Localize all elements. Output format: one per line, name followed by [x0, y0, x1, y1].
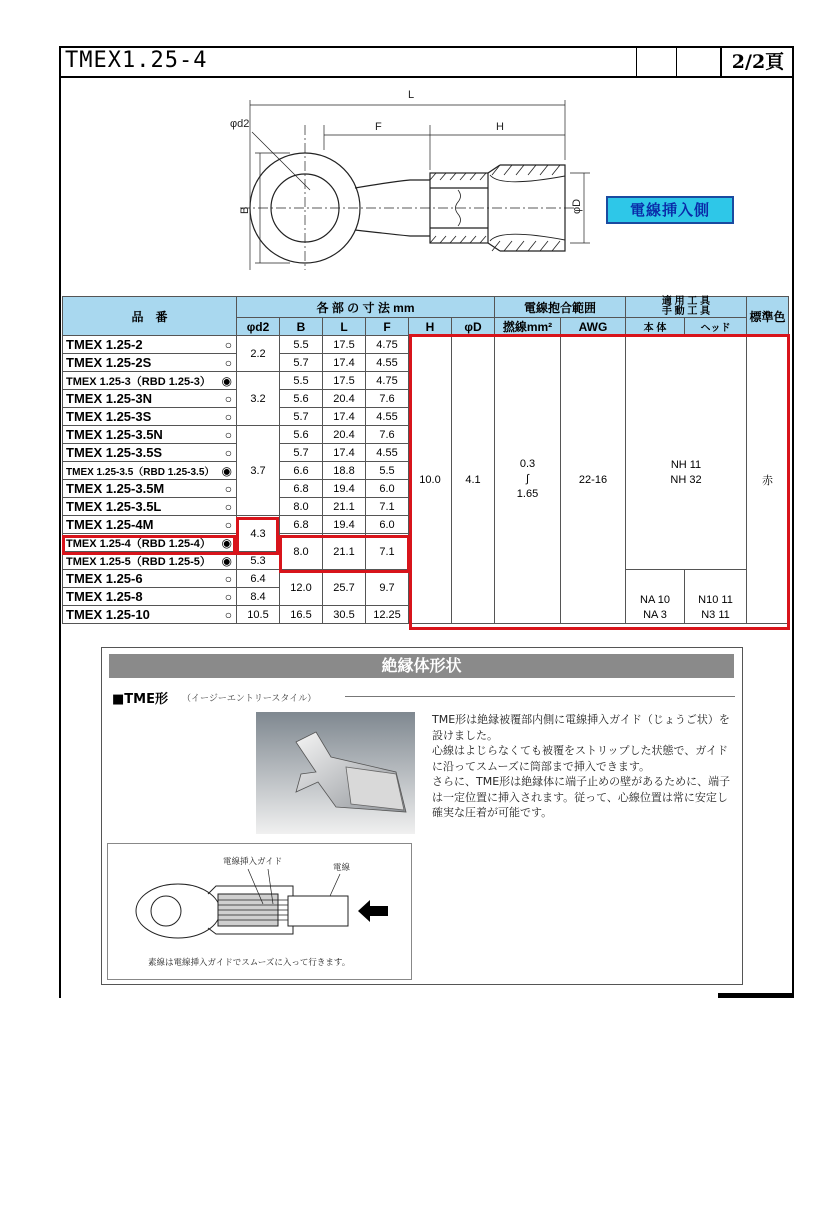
body-cell: NA 10 NA 3	[626, 570, 685, 624]
mm2-cell: 0.3 ∫ 1.65	[495, 336, 561, 624]
d2-cell: 2.2	[237, 336, 280, 372]
header-tools: 適 用 工 具 手 動 工 具	[626, 297, 747, 318]
f-cell: 6.0	[366, 480, 409, 498]
l-cell: 17.4	[323, 408, 366, 426]
header-body: 本 体	[626, 318, 685, 336]
header-awg: AWG	[561, 318, 626, 336]
part-name: TMEX 1.25-3.5S ○	[63, 444, 237, 462]
page-number: 2/2頁	[720, 46, 794, 76]
part-name: TMEX 1.25-3N ○	[63, 390, 237, 408]
part-name: TMEX 1.25-2S ○	[63, 354, 237, 372]
f-cell: 7.1	[366, 498, 409, 516]
f-cell: 4.55	[366, 444, 409, 462]
b-cell: 5.5	[280, 372, 323, 390]
dim-label-d2: φd2	[230, 118, 250, 130]
d2-cell: 3.2	[237, 372, 280, 426]
l-cell: 17.4	[323, 444, 366, 462]
header-wire-range: 電線抱合範囲	[495, 297, 626, 318]
part-name: TMEX 1.25-3.5M ○	[63, 480, 237, 498]
b-cell: 8.0	[280, 534, 323, 570]
part-name: TMEX 1.25-3.5L ○	[63, 498, 237, 516]
b-cell: 8.0	[280, 498, 323, 516]
b-cell: 5.6	[280, 390, 323, 408]
part-name: TMEX 1.25-5（RBD 1.25-5） ◉	[63, 552, 237, 570]
awg-cell: 22-16	[561, 336, 626, 624]
d2-cell: 8.4	[237, 588, 280, 606]
header-part-no: 品 番	[63, 297, 237, 336]
l-cell: 25.7	[323, 570, 366, 606]
part-name: TMEX 1.25-10 ○	[63, 606, 237, 624]
dim-label-f: F	[375, 121, 382, 133]
l-cell: 21.1	[323, 498, 366, 516]
header-l: L	[323, 318, 366, 336]
part-name: TMEX 1.25-3.5N ○	[63, 426, 237, 444]
header-head: ヘッド	[685, 318, 747, 336]
header-f: F	[366, 318, 409, 336]
l-cell: 19.4	[323, 516, 366, 534]
f-cell: 12.25	[366, 606, 409, 624]
tme-description: TME形は絶縁被覆部内側に電線挿入ガイド（じょうご状）を設けました。 心線はよじらなくても被覆をストリップした状態で、ガイドに沿ってスムーズに筒部まで挿入できます。 さらに、TME形は絶縁体に端子止めの壁があるために、端子は一定位置に挿入されます。従って、心線位置は常に安定し確実な圧着が可能です。	[432, 713, 731, 819]
d2-cell: 5.3	[237, 552, 280, 570]
f-cell: 7.1	[366, 534, 409, 570]
part-name: TMEX 1.25-2 ○	[63, 336, 237, 354]
f-cell: 6.0	[366, 516, 409, 534]
part-name: TMEX 1.25-8 ○	[63, 588, 237, 606]
f-cell: 4.55	[366, 354, 409, 372]
b-cell: 5.6	[280, 426, 323, 444]
b-cell: 5.7	[280, 444, 323, 462]
header-mm2: 撚線mm²	[495, 318, 561, 336]
part-name: TMEX 1.25-3S ○	[63, 408, 237, 426]
document-title: TMEX1.25-4	[65, 48, 208, 73]
arrow-left-icon	[358, 900, 388, 922]
part-name: TMEX 1.25-4M ○	[63, 516, 237, 534]
d2-cell: 3.7	[237, 426, 280, 516]
terminal-drawing	[200, 80, 620, 300]
l-cell: 21.1	[323, 534, 366, 570]
header-d: φD	[452, 318, 495, 336]
terminal-photo	[256, 712, 415, 834]
d2-cell: 6.4	[237, 570, 280, 588]
header-b: B	[280, 318, 323, 336]
f-cell: 7.6	[366, 426, 409, 444]
b-cell: 12.0	[280, 570, 323, 606]
insulator-shape-panel	[101, 647, 743, 985]
b-cell: 6.6	[280, 462, 323, 480]
title-bar	[59, 46, 794, 78]
divider	[345, 696, 735, 697]
l-cell: 20.4	[323, 426, 366, 444]
spec-table	[62, 296, 789, 624]
b-cell: 5.7	[280, 408, 323, 426]
l-cell: 18.8	[323, 462, 366, 480]
f-cell: 4.55	[366, 408, 409, 426]
title-cell	[636, 46, 677, 76]
panel-heading: 絶縁体形状	[109, 654, 734, 678]
color-cell: 赤	[747, 336, 789, 624]
d2-cell: 4.3	[237, 516, 280, 552]
header-color: 標準色	[747, 297, 789, 336]
b-cell: 6.8	[280, 480, 323, 498]
figure-label-guide: 電線挿入ガイド	[223, 857, 283, 867]
tool-cell: NH 11 NH 32	[626, 336, 747, 570]
part-name: TMEX 1.25-3（RBD 1.25-3） ◉	[63, 372, 237, 390]
dim-label-d: φD	[571, 198, 583, 214]
part-name: TMEX 1.25-3.5（RBD 1.25-3.5） ◉	[63, 462, 237, 480]
b-cell: 5.7	[280, 354, 323, 372]
dim-label-b: B	[239, 206, 251, 214]
figure-label-wire: 電線	[333, 863, 351, 873]
wire-insertion-side-label: 電線挿入側	[606, 196, 734, 224]
header-d2: φd2	[237, 318, 280, 336]
figure-caption: 素線は電線挿入ガイドでスムーズに入って行きます。	[148, 958, 351, 968]
header-dimensions: 各 部 の 寸 法 mm	[237, 297, 495, 318]
h-cell: 10.0	[409, 336, 452, 624]
d-cell: 4.1	[452, 336, 495, 624]
l-cell: 17.4	[323, 354, 366, 372]
head-cell: N10 11 N3 11	[685, 570, 747, 624]
f-cell: 5.5	[366, 462, 409, 480]
l-cell: 17.5	[323, 336, 366, 354]
l-cell: 30.5	[323, 606, 366, 624]
header-h: H	[409, 318, 452, 336]
bottom-rule	[718, 993, 794, 998]
l-cell: 20.4	[323, 390, 366, 408]
title-cell	[676, 46, 721, 76]
b-cell: 16.5	[280, 606, 323, 624]
tme-title: ■TME形	[112, 692, 168, 707]
b-cell: 6.8	[280, 516, 323, 534]
b-cell: 5.5	[280, 336, 323, 354]
l-cell: 19.4	[323, 480, 366, 498]
f-cell: 7.6	[366, 390, 409, 408]
d2-cell: 10.5	[237, 606, 280, 624]
f-cell: 4.75	[366, 372, 409, 390]
insertion-figure	[107, 843, 412, 980]
f-cell: 4.75	[366, 336, 409, 354]
part-name: TMEX 1.25-4（RBD 1.25-4） ◉	[63, 534, 237, 552]
dim-label-h: H	[496, 121, 504, 133]
part-name: TMEX 1.25-6 ○	[63, 570, 237, 588]
dim-label-l: L	[408, 89, 415, 101]
l-cell: 17.5	[323, 372, 366, 390]
tme-subtitle: （イージーエントリースタイル）	[182, 694, 317, 704]
f-cell: 9.7	[366, 570, 409, 606]
table-row	[63, 336, 789, 354]
